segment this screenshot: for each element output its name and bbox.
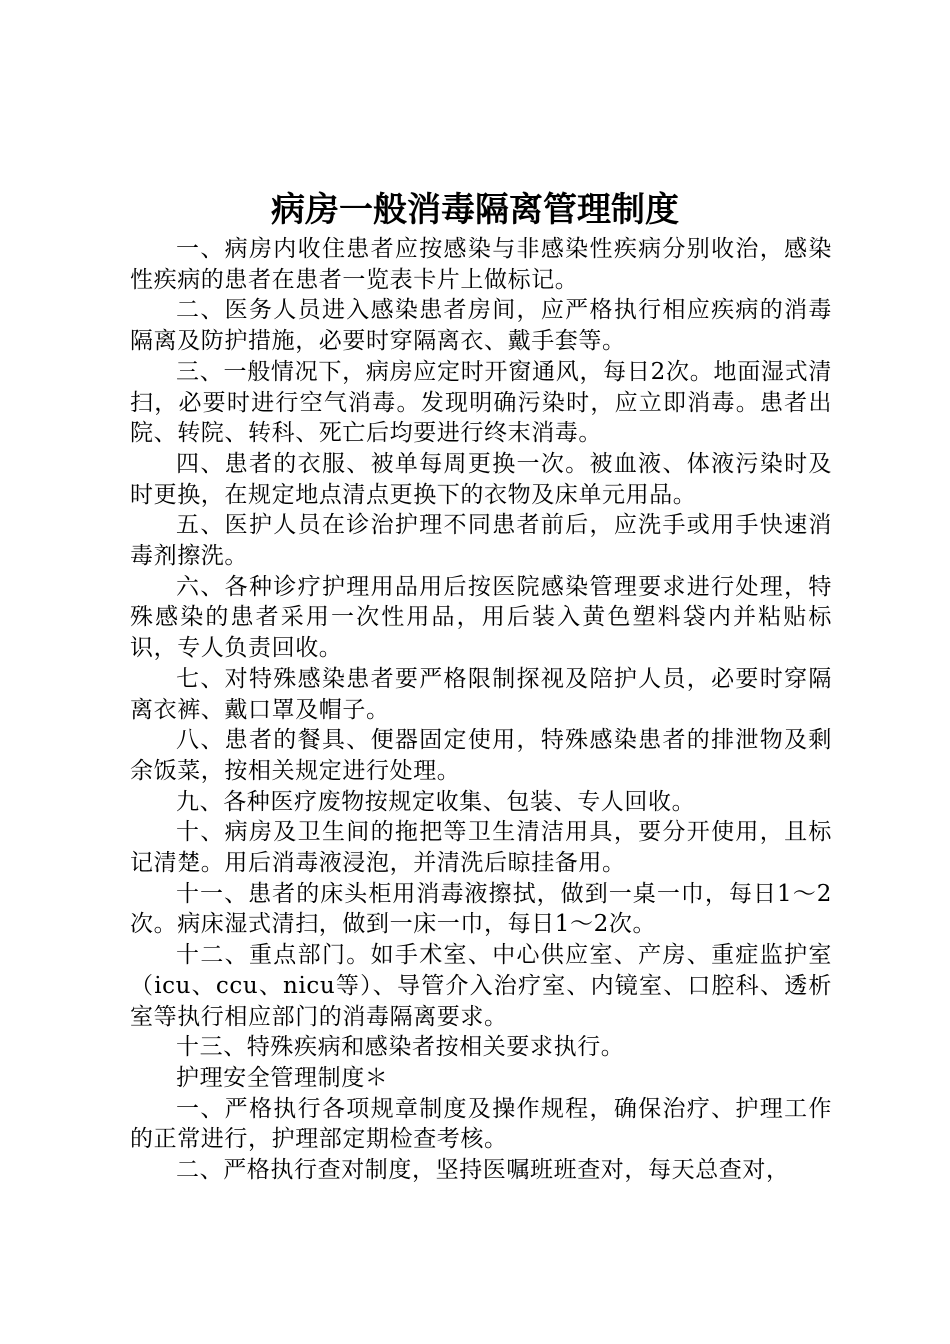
- paragraph-9: 九、各种医疗废物按规定收集、包装、专人回收。: [176, 788, 696, 815]
- paragraph-10: 十、病房及卫生间的拖把等卫生清洁用具，要分开使用，且标记清楚。用后消毒液浸泡，并清洗后晾挂备用。: [130, 819, 832, 877]
- section-heading-nursing-safety: 护理安全管理制度＊: [176, 1064, 389, 1091]
- paragraph-13: 十三、特殊疾病和感染者按相关要求执行。: [176, 1034, 625, 1061]
- paragraph-3: 三、一般情况下，病房应定时开窗通风，每日2次。地面湿式清扫，必要时进行空气消毒。发现明确污染时，应立即消毒。患者出院、转院、转科、死亡后均要进行终末消毒。: [130, 358, 832, 447]
- paragraph-4: 四、患者的衣服、被单每周更换一次。被血液、体液污染时及时更换，在规定地点清点更换下的衣物及床单元用品。: [130, 450, 832, 508]
- document-title: 病房一般消毒隔离管理制度: [271, 190, 679, 230]
- paragraph-12: 十二、重点部门。如手术室、中心供应室、产房、重症监护室（icu、ccu、nicu等）、导管介入治疗室、内镜室、口腔科、透析室等执行相应部门的消毒隔离要求。: [130, 942, 832, 1030]
- paragraph-15: 二、严格执行查对制度，坚持医嘱班班查对，每天总查对，: [176, 1157, 790, 1184]
- paragraph-8: 八、患者的餐具、便器固定使用，特殊感染患者的排泄物及剩余饭菜，按相关规定进行处理。: [130, 727, 832, 784]
- document-body: [130, 234, 832, 1186]
- paragraph-7: 七、对特殊感染患者要严格限制探视及陪护人员，必要时穿隔离衣裤、戴口罩及帽子。: [130, 665, 832, 723]
- paragraph-2: 二、医务人员进入感染患者房间，应严格执行相应疾病的消毒隔离及防护措施，必要时穿隔离衣、戴手套等。: [130, 297, 832, 355]
- paragraph-11: 十一、患者的床头柜用消毒液擦拭，做到一桌一巾，每日1～2次。病床湿式清扫，做到一床一巾，每日1～2次。: [130, 880, 832, 938]
- paragraph-5: 五、医护人员在诊治护理不同患者前后，应洗手或用手快速消毒剂擦洗。: [130, 512, 832, 570]
- paragraph-1: 一、病房内收住患者应按感染与非感染性疾病分别收治，感染性疾病的患者在患者一览表卡片上做标记。: [130, 236, 832, 293]
- paragraph-14: 一、严格执行各项规章制度及操作规程，确保治疗、护理工作的正常进行，护理部定期检查考核。: [130, 1095, 832, 1153]
- paragraph-6: 六、各种诊疗护理用品用后按医院感染管理要求进行处理，特殊感染的患者采用一次性用品，用后装入黄色塑料袋内并粘贴标识，专人负责回收。: [130, 573, 832, 662]
